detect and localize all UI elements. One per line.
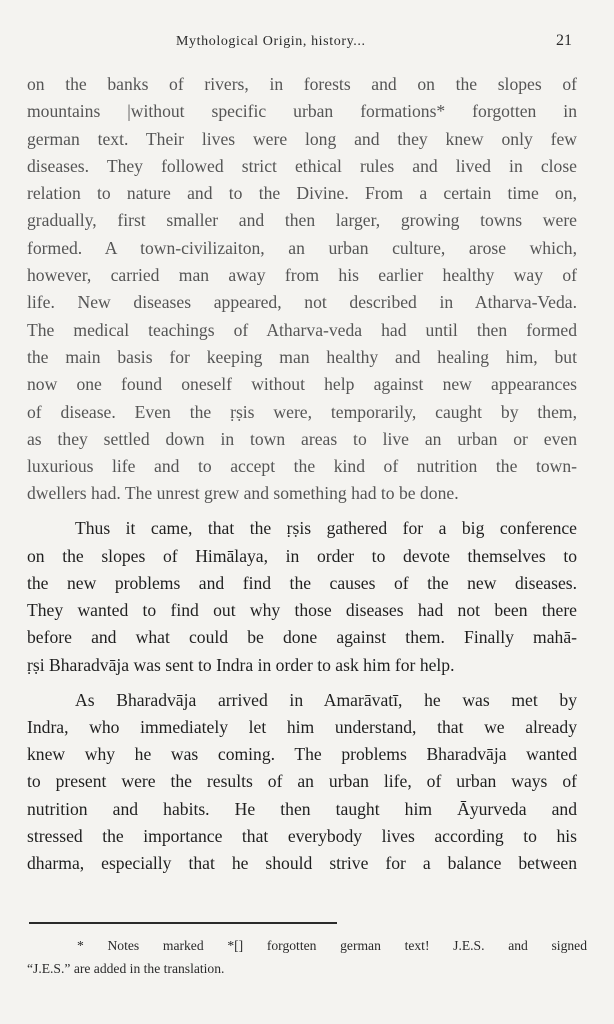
- text-line: life. New diseases appeared, not described in Atharva-Veda.: [27, 292, 577, 313]
- footnote-divider: [29, 922, 337, 924]
- text-line: mountains |without specific urban formations* forgotten in: [27, 101, 577, 122]
- text-line: As Bharadvāja arrived in Amarāvatī, he was met by: [75, 689, 577, 710]
- text-line: The medical teachings of Atharva-veda had until then formed: [27, 319, 577, 340]
- paragraph-3: [27, 687, 577, 878]
- text-line: before and what could be done against them. Finally mahā-: [27, 627, 577, 648]
- text-line: Indra, who immediately let him understand, that we already: [27, 716, 577, 737]
- paragraph-2: [27, 515, 577, 679]
- text-line: german text. Their lives were long and they knew only few: [27, 128, 577, 149]
- text-line: Thus it came, that the ṛṣis gathered for a big conference: [75, 518, 577, 539]
- text-line: dharma, especially that he should strive for a balance between: [27, 853, 577, 874]
- text-line: diseases. They followed strict ethical rules and lived in close: [27, 155, 577, 176]
- text-line: to present were the results of an urban life, of urban ways of: [27, 771, 577, 792]
- text-line: on the banks of rivers, in forests and on the slopes of: [27, 74, 577, 94]
- text-line: of disease. Even the ṛṣis were, temporarily, caught by them,: [27, 401, 577, 422]
- text-line: as they settled down in town areas to live an urban or even: [27, 428, 577, 449]
- text-line: the new problems and find the causes of the new diseases.: [27, 572, 577, 593]
- text-line: luxurious life and to accept the kind of nutrition the town-: [27, 456, 577, 477]
- text-line: dwellers had. The unrest grew and something had to be done.: [27, 483, 459, 504]
- text-line: formed. A town-civilizaiton, an urban culture, arose which,: [27, 237, 577, 258]
- paragraph-1: [27, 71, 577, 508]
- text-line: the main basis for keeping man healthy and healing him, but: [27, 346, 577, 367]
- text-line: They wanted to find out why those diseases had not been there: [27, 600, 577, 621]
- text-line: ṛṣi Bharadvāja was sent to Indra in order to ask him for help.: [27, 654, 455, 675]
- body-text: [27, 71, 577, 878]
- footnote: [27, 934, 587, 980]
- text-line: relation to nature and to the Divine. From a certain time on,: [27, 183, 577, 204]
- footnote-line: * Notes marked *[] forgotten german text! J.E.S. and signed: [77, 938, 587, 953]
- text-line: however, carried man away from his earlier healthy way of: [27, 265, 577, 286]
- page-header: [0, 30, 614, 54]
- text-line: knew why he was coming. The problems Bharadvāja wanted: [27, 744, 577, 765]
- footnote-line: “J.E.S.” are added in the translation.: [27, 961, 225, 976]
- text-line: stressed the importance that everybody lives according to his: [27, 826, 577, 847]
- running-title: Mythological Origin, history...: [176, 34, 366, 49]
- text-line: on the slopes of Himālaya, in order to devote themselves to: [27, 545, 577, 566]
- page-number: 21: [556, 32, 572, 49]
- text-line: now one found oneself without help against new appearances: [27, 374, 577, 395]
- text-line: nutrition and habits. He then taught him Āyurveda and: [27, 798, 577, 819]
- text-line: gradually, first smaller and then larger, growing towns were: [27, 210, 577, 231]
